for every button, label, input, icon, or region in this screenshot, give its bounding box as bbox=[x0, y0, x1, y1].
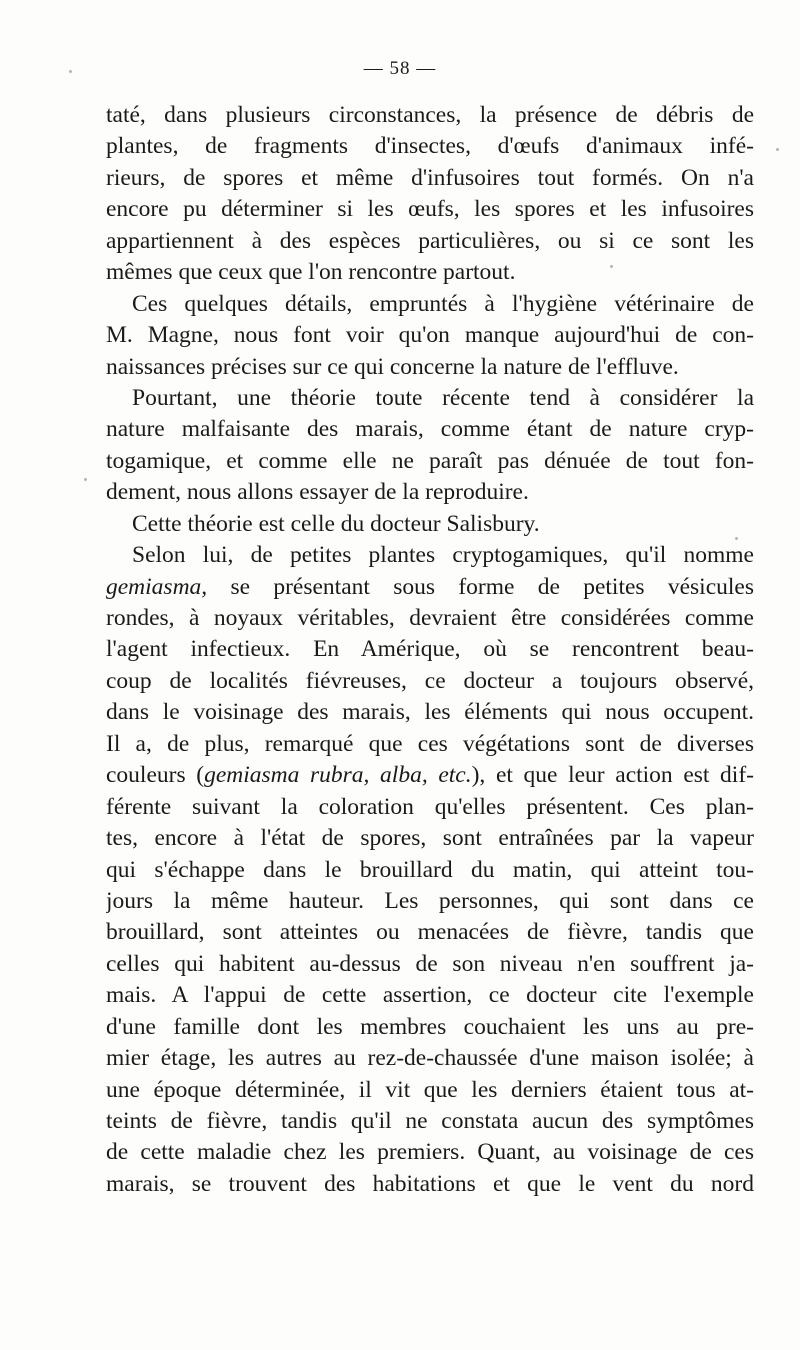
text-line: Cette théorie est celle du docteur Salisbury. bbox=[132, 510, 540, 537]
text-line: tes, encore à l'état de spores, sont entraînées par la vapeur bbox=[106, 825, 754, 852]
text-line: appartiennent à des espèces particulières, ou si ce sont les bbox=[106, 227, 754, 254]
paper-speck bbox=[84, 478, 87, 481]
text-line: de cette maladie chez les premiers. Quant, au voisinage de ces bbox=[106, 1139, 754, 1166]
paper-speck bbox=[735, 537, 738, 540]
text-line: mais. A l'appui de cette assertion, ce docteur cite l'exemple bbox=[106, 982, 754, 1009]
text-line: coup de localités fiévreuses, ce docteur a toujours observé, bbox=[106, 667, 754, 694]
text-span: couleurs ( bbox=[106, 762, 205, 789]
text-line: dans le voisinage des marais, les éléments qui nous occupent. bbox=[106, 699, 754, 726]
body-text bbox=[106, 100, 754, 1200]
text-span: ), et que leur action est dif- bbox=[471, 762, 754, 789]
text-line: jours la même hauteur. Les personnes, qui sont dans ce bbox=[106, 887, 754, 914]
text-line: M. Magne, nous font voir qu'on manque aujourd'hui de con- bbox=[106, 322, 754, 349]
text-line: rondes, à noyaux véritables, devraient être considérées comme bbox=[106, 605, 754, 631]
text-line: Il a, de plus, remarqué que ces végétations sont de diverses bbox=[106, 730, 754, 757]
text-line: brouillard, sont atteintes ou menacées de fièvre, tandis que bbox=[106, 919, 754, 946]
text-line bbox=[106, 572, 754, 603]
italic-term: gemiasma rubra, alba, etc. bbox=[204, 762, 472, 789]
text-line: Pourtant, une théorie toute récente tend à considérer la bbox=[132, 384, 754, 411]
paper-speck bbox=[776, 148, 779, 151]
text-line: Selon lui, de petites plantes cryptogamiques, qu'il nomme bbox=[132, 542, 754, 569]
text-line: qui s'échappe dans le brouillard du matin, qui atteint tou- bbox=[106, 856, 754, 883]
paper-speck bbox=[610, 265, 613, 268]
text-line: une époque déterminée, il vit que les derniers étaient tous at- bbox=[106, 1076, 754, 1103]
text-line: mêmes que ceux que l'on rencontre partout. bbox=[106, 259, 516, 286]
text-line: mier étage, les autres au rez-de-chaussée d'une maison isolée; à bbox=[106, 1045, 754, 1072]
text-line: taté, dans plusieurs circonstances, la présence de débris de bbox=[106, 102, 754, 128]
italic-term: gemiasma, bbox=[106, 573, 208, 600]
text-line: togamique, et comme elle ne paraît pas dénuée de tout fon- bbox=[106, 447, 754, 474]
text-line: férente suivant la coloration qu'elles présentent. Ces plan- bbox=[106, 793, 754, 820]
paper-speck bbox=[69, 70, 72, 73]
text-line: celles qui habitent au-dessus de son niveau n'en souffrent ja- bbox=[106, 950, 754, 977]
text-line: dement, nous allons essayer de la reproduire. bbox=[106, 479, 529, 506]
text-line: l'agent infectieux. En Amérique, où se rencontrent beau- bbox=[106, 636, 754, 663]
text-line bbox=[106, 760, 754, 791]
text-line: nature malfaisante des marais, comme étant de nature cryp- bbox=[106, 416, 754, 443]
text-line: naissances précises sur ce qui concerne la nature de l'effluve. bbox=[106, 353, 679, 380]
text-line: rieurs, de spores et même d'infusoires tout formés. On n'a bbox=[106, 164, 754, 191]
page-number: — 58 — bbox=[363, 58, 437, 79]
text-line: d'une famille dont les membres couchaient les uns au pre- bbox=[106, 1013, 754, 1040]
text-line: plantes, de fragments d'insectes, d'œufs d'animaux infé- bbox=[106, 133, 754, 160]
text-line: marais, se trouvent des habitations et que le vent du nord bbox=[106, 1170, 754, 1197]
text-line: Ces quelques détails, empruntés à l'hygiène vétérinaire de bbox=[132, 290, 754, 317]
text-span: se présentant sous forme de petites vésicules bbox=[207, 573, 754, 600]
text-line: encore pu déterminer si les œufs, les spores et les infusoires bbox=[106, 196, 754, 223]
text-line: teints de fièvre, tandis qu'il ne constata aucun des symptômes bbox=[106, 1108, 754, 1134]
